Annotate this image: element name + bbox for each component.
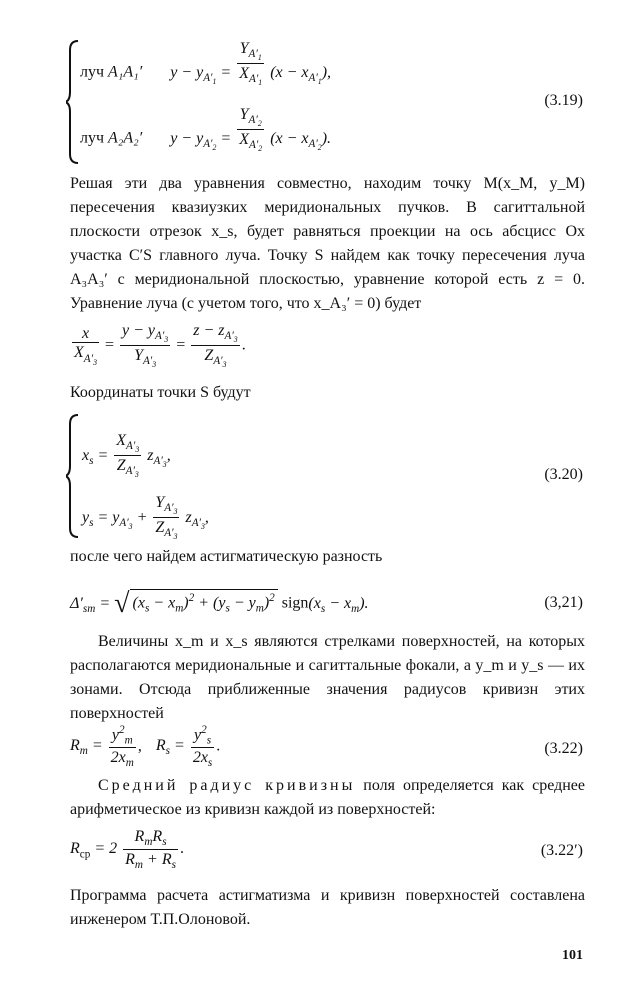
left-brace-3-20 — [66, 414, 80, 538]
page-number: 101 — [562, 948, 583, 963]
paragraph-1: Решая эти два уравнения совместно, находим точку M(x_M, y_M) пересечения квазиузких меридиональных пучков. В сагиттальной плоскости отрезок x_s, будет равняться проекции на ось абсцисс Ox участка C′S главного луча. Точку S найдем как точку пересечения луча A₃A₃′ с меридиональной плоскостью, уравнение которой есть z = 0. Уравнение луча (с учетом того, что x_A₃′ = 0) будет — [70, 175, 585, 312]
eq-number-3-19: (3.19) — [544, 92, 583, 109]
left-brace-3-19 — [66, 40, 80, 164]
coords-intro: Координаты точки S будут — [70, 384, 251, 401]
spaced-term: Средний радиус кривизны — [98, 777, 356, 794]
mean-subscript: ср — [79, 848, 91, 861]
paragraph-4: Программа расчета астигматизма и кривизн поверхностей составлена инженером Т.П.Олоновой. — [70, 887, 585, 928]
eq-3-19-row2: луч A₂A₂′ $y - y_{A'_2}$ = $\frac{Y_{A'_2}}{X_{A'_2}}$ $(x - x_{A'_2})$. — [80, 106, 332, 154]
eq-3-22-prime: $R_{ср} = 2$ $\frac{R_mR_s}{R_m + R_s}$ . — [70, 828, 184, 871]
ray-equation: $\frac{x}{X_{A'_3}}$ = $\frac{y - y_{A'_3}}{Y_{A'_3}}$ = $\frac{z - z_{A'_3}}{Z_{A'_3}}$ . — [74, 322, 246, 370]
eq-number-3-20: (3.20) — [544, 466, 583, 483]
eq-3-21: $\Delta'_{sm}$ = √ $(x_s - x_m)^2 + (y_s - y_m)^2$ $sign(x_s - x_m)$. — [70, 588, 369, 619]
paragraph-3-rest: поля определяется как среднее арифметическое из кривизн каждой из поверхностей: — [70, 777, 585, 818]
eq-3-22: $R_m$ = $\frac{y^2_m}{2x_m}$ , $R_s$ = $\frac{y^2_s}{2x_s}$ . — [70, 724, 221, 770]
eq-number-3-22-prime: (3.22′) — [540, 842, 583, 859]
paragraph-2: Величины x_m и x_s являются стрелками поверхностей, на которых располагаются меридиональные и сагиттальные фокали, а y_m и y_s — их зонами. Отсюда приближенные значения радиусов кривизн этих поверхностей — [70, 633, 585, 722]
ray-label: луч — [80, 129, 105, 147]
astig-intro: после чего найдем астигматическую разность — [70, 548, 383, 565]
ray-name: A₂A₂′ — [108, 129, 143, 147]
eq-3-19-row1: луч A₁A₁′ $y - y_{A'_1}$ = $\frac{Y_{A'_1}}{X_{A'_1}}$ $(x - x_{A'_1})$, — [80, 40, 332, 88]
eq-number-3-22: (3.22) — [544, 740, 583, 757]
sign-function: sign — [281, 594, 309, 612]
ray-label: луч — [80, 63, 105, 81]
eq-3-20-row2: $y_s = y_{A'_3}$ + $\frac{Y_{A'_3}}{Z_{A'_3}}$ $z_{A'_3}$, — [82, 494, 209, 542]
eq-3-20-row1: $x_s$ = $\frac{X_{A'_3}}{Z_{A'_3}}$ $z_{A'_3}$, — [82, 432, 171, 480]
paragraph-3 — [70, 774, 585, 822]
ray-name: A₁A₁′ — [108, 63, 143, 81]
eq-number-3-21: (3,21) — [544, 594, 583, 611]
